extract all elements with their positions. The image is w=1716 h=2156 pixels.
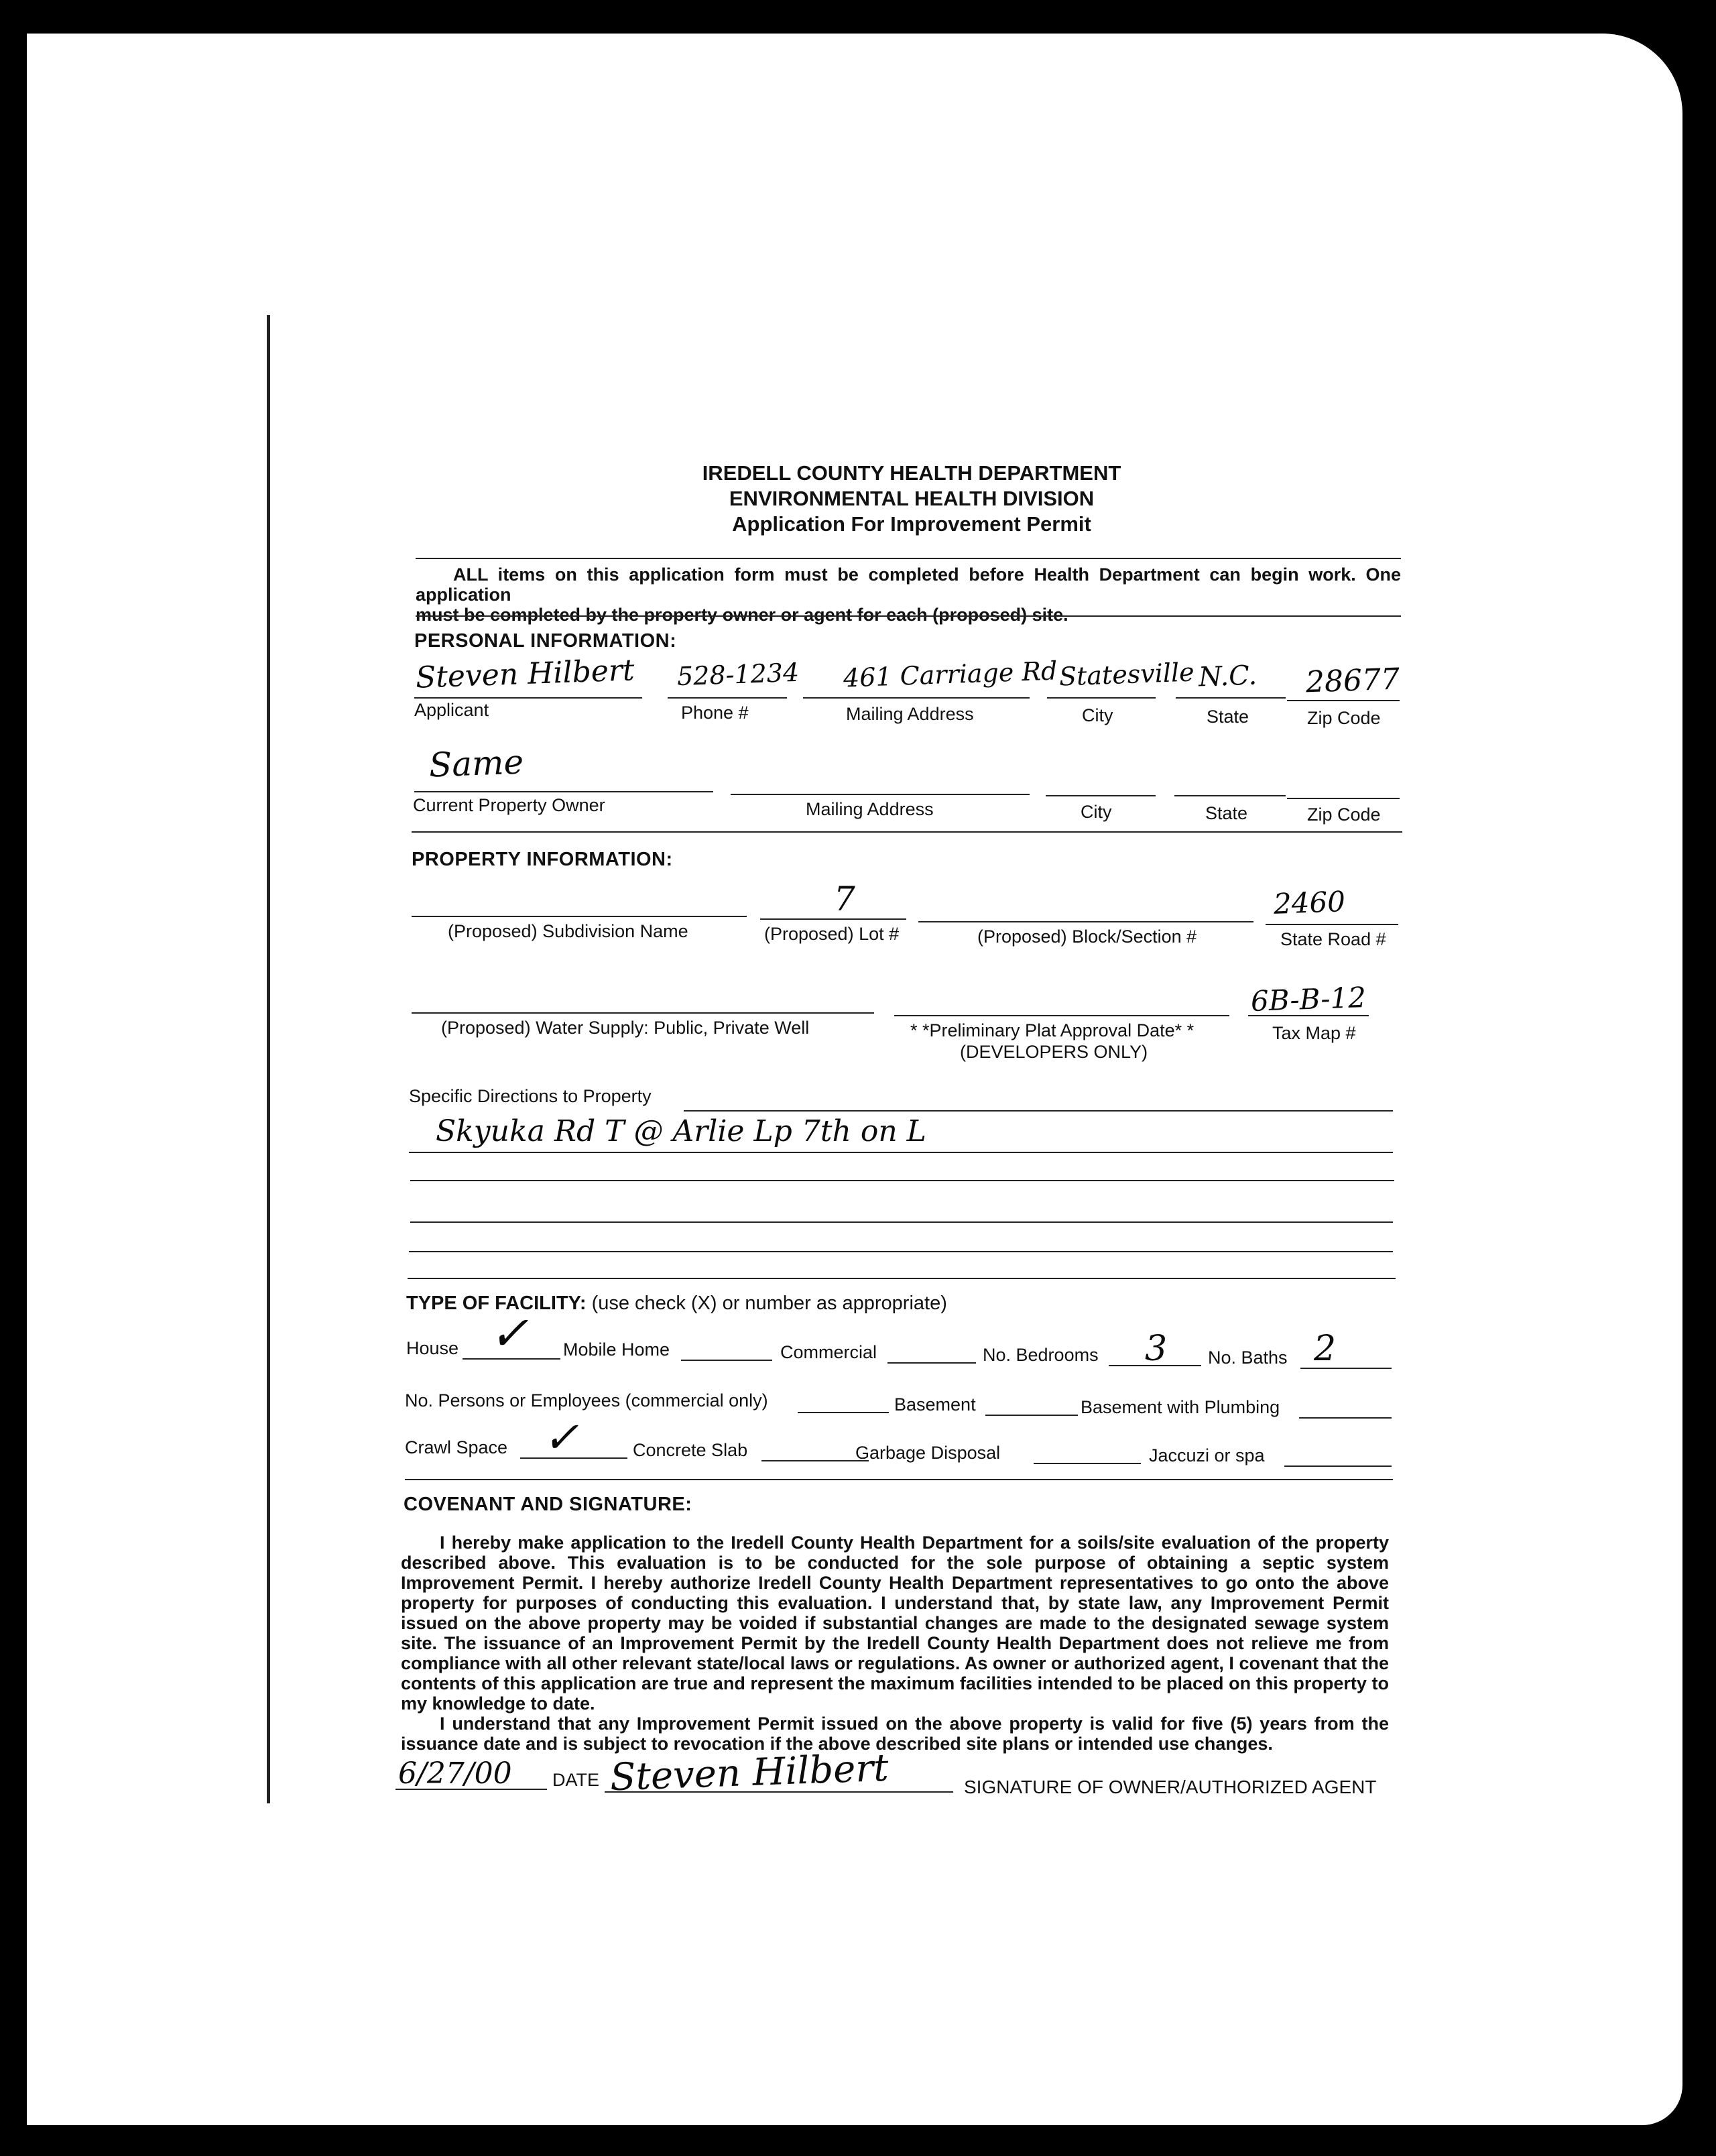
header-title-2: ENVIRONMENTAL HEALTH DIVISION (729, 487, 1095, 510)
persons-line (798, 1412, 889, 1413)
zip-line (1287, 700, 1400, 701)
intro-top-rule (416, 558, 1401, 559)
owner-label: Current Property Owner (413, 795, 605, 815)
mailing-value[interactable]: 461 Carriage Rd (843, 656, 1058, 693)
covenant-heading: COVENANT AND SIGNATURE: (404, 1494, 692, 1515)
mobile-label: Mobile Home (563, 1339, 670, 1360)
phone-value[interactable]: 528-1234 (676, 657, 800, 692)
intro-line-2: must be completed by the property owner or agent for each (proposed) site. (416, 605, 1068, 625)
intro-line-1: items on this application form must be completed before Health Department can begin work. One application (416, 564, 1401, 605)
owner-line (414, 791, 713, 792)
crawl-check[interactable]: ✓ (543, 1413, 579, 1463)
commercial-label: Commercial (780, 1342, 877, 1362)
header-title-1: IREDELL COUNTY HEALTH DEPARTMENT (702, 461, 1121, 485)
personal-heading: PERSONAL INFORMATION: (414, 630, 677, 652)
crawl-label: Crawl Space (405, 1437, 508, 1457)
plat-line (894, 1015, 1229, 1016)
directions-line-3 (410, 1221, 1393, 1223)
date-line (395, 1789, 547, 1790)
mobile-line (681, 1360, 772, 1361)
city-value[interactable]: Statesville (1058, 657, 1195, 692)
commercial-line (887, 1362, 976, 1364)
lot-value[interactable]: 7 (834, 880, 855, 918)
block-label: (Proposed) Block/Section # (977, 926, 1197, 947)
phone-label: Phone # (681, 703, 749, 723)
taxmap-line (1248, 1015, 1369, 1016)
bedrooms-label: No. Bedrooms (983, 1345, 1099, 1365)
baths-value[interactable]: 2 (1314, 1329, 1337, 1369)
jaccuzi-line (1284, 1465, 1392, 1467)
slab-line (761, 1460, 869, 1461)
intro-lead: ALL (453, 564, 488, 585)
city-label: City (1082, 705, 1113, 725)
directions-line-0 (684, 1110, 1393, 1112)
facility-bottom-rule (405, 1479, 1393, 1480)
property-heading: PROPERTY INFORMATION: (412, 849, 673, 870)
road-line (1266, 924, 1398, 925)
city-line (1047, 697, 1156, 699)
bedrooms-value[interactable]: 3 (1145, 1329, 1168, 1369)
lot-line (760, 918, 906, 920)
personal-bottom-rule (412, 831, 1402, 833)
left-edge-shadow (267, 315, 270, 1803)
plat-label: * *Preliminary Plat Approval Date* * (910, 1020, 1194, 1040)
owner-city-label: City (1081, 802, 1112, 822)
mailing-line (803, 697, 1030, 699)
directions-line-5 (408, 1278, 1396, 1279)
facility-heading (406, 1293, 947, 1315)
garbage-label: Garbage Disposal (855, 1443, 1001, 1463)
persons-label: No. Persons or Employees (commercial only) (405, 1390, 768, 1411)
basement-label: Basement (894, 1394, 976, 1415)
header-title-3: Application For Improvement Permit (732, 512, 1091, 536)
owner-mailing-line (731, 794, 1030, 795)
directions-line-2 (410, 1180, 1394, 1181)
taxmap-value[interactable]: 6B-B-12 (1250, 981, 1367, 1018)
jaccuzi-label: Jaccuzi or spa (1149, 1445, 1265, 1465)
water-label: (Proposed) Water Supply: Public, Private Well (441, 1018, 810, 1038)
lot-label: (Proposed) Lot # (764, 924, 900, 944)
covenant-paragraph-1: I hereby make application to the Iredell County Health Department for a soils/site evaluation of the property described above. This evaluation is to be conducted for the sole purpose of obtaining a septic system Improvement Permit. I hereby authorize Iredell County Health Department representatives to go onto the above property for purposes of conducting this evaluation. I understand that, by state law, any Improvement Permit issued on the above property may be voided if substantial changes are made to the designated sewage system site. The issuance of an Improvement Permit by the Iredell County Health Department does not relieve me from compliance with all other relevant state/local laws or regulations. As owner or authorized agent, I covenant that the contents of this application are true and represent the maximum facilities intended to be placed on this property to my knowledge to date. (401, 1533, 1389, 1714)
facility-heading-title: TYPE OF FACILITY: (406, 1293, 587, 1314)
block-line (918, 921, 1253, 922)
covenant-paragraph-2: I understand that any Improvement Permit issued on the above property is valid for five (5) years from the issuance date and is subject to revocation if the above described site plans or intended use changes. (401, 1714, 1389, 1754)
signature-value[interactable]: Steven Hilbert (609, 1746, 890, 1800)
house-label: House (406, 1338, 459, 1358)
road-label: State Road # (1280, 929, 1386, 949)
covenant-text (401, 1533, 1389, 1754)
basement-plumbing-line (1299, 1417, 1392, 1419)
state-line (1176, 697, 1286, 699)
signature-line (605, 1791, 953, 1793)
zip-label: Zip Code (1307, 708, 1381, 728)
subdivision-line (412, 916, 747, 917)
directions-line-4 (409, 1251, 1393, 1252)
owner-zip-label: Zip Code (1307, 804, 1381, 825)
house-check[interactable]: ✓ (489, 1306, 529, 1361)
garbage-line (1034, 1463, 1141, 1464)
owner-value[interactable]: Same (428, 742, 525, 785)
water-line (412, 1012, 874, 1014)
owner-zip-line (1287, 798, 1400, 799)
owner-state-label: State (1205, 803, 1248, 823)
signature-label: SIGNATURE OF OWNER/AUTHORIZED AGENT (964, 1777, 1377, 1797)
slab-label: Concrete Slab (633, 1440, 748, 1460)
owner-mailing-label: Mailing Address (806, 799, 934, 819)
mailing-label: Mailing Address (846, 704, 974, 724)
directions-label: Specific Directions to Property (409, 1086, 652, 1106)
state-label: State (1207, 707, 1249, 727)
date-label: DATE (552, 1770, 600, 1790)
baths-label: No. Baths (1208, 1348, 1288, 1368)
form-page (27, 34, 1682, 2125)
applicant-line (414, 697, 642, 699)
basement-line (985, 1415, 1078, 1416)
directions-value[interactable]: Skyuka Rd T @ Arlie Lp 7th on L (436, 1114, 926, 1148)
plat-sublabel: (DEVELOPERS ONLY) (960, 1042, 1148, 1062)
taxmap-label: Tax Map # (1272, 1023, 1356, 1043)
zip-value[interactable]: 28677 (1305, 662, 1400, 700)
road-value[interactable]: 2460 (1273, 885, 1346, 920)
applicant-label: Applicant (414, 700, 489, 720)
phone-line (668, 697, 787, 699)
basement-plumbing-label: Basement with Plumbing (1081, 1397, 1280, 1417)
state-value[interactable]: N.C. (1198, 660, 1258, 693)
directions-line-1 (409, 1152, 1393, 1153)
intro-bottom-rule (416, 615, 1401, 617)
owner-city-line (1046, 795, 1156, 796)
subdivision-label: (Proposed) Subdivision Name (448, 921, 688, 941)
facility-heading-note: (use check (X) or number as appropriate) (586, 1293, 947, 1314)
date-value[interactable]: 6/27/00 (398, 1756, 512, 1791)
applicant-value[interactable]: Steven Hilbert (415, 653, 635, 695)
owner-state-line (1174, 795, 1286, 796)
